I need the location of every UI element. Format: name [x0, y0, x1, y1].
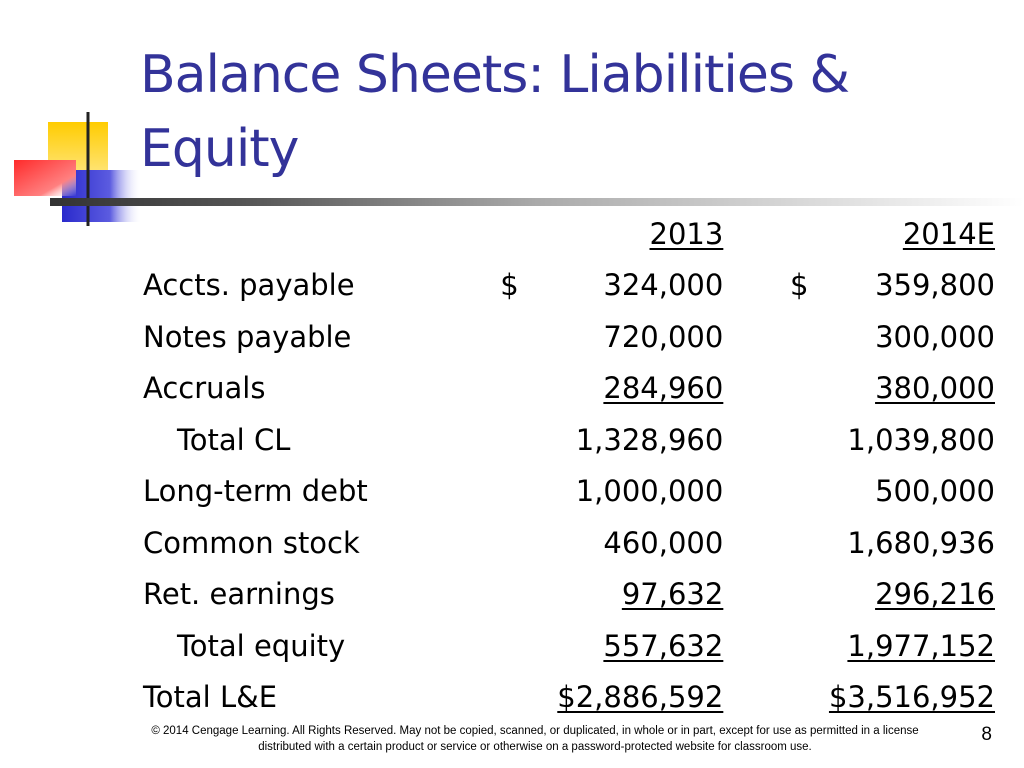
value-2014e: 1,977,152 — [847, 628, 995, 663]
table-row — [143, 672, 995, 724]
value-2014e: 296,216 — [875, 577, 995, 612]
row-label: Accts. payable — [143, 268, 355, 303]
value-2014e: 500,000 — [875, 474, 995, 509]
value-2013: 1,000,000 — [575, 474, 724, 509]
currency-symbol: $ — [789, 268, 809, 303]
value-2013: 720,000 — [603, 319, 724, 354]
row-label: Total equity — [177, 628, 346, 663]
column-header-2014e: 2014E — [902, 216, 995, 251]
table-row — [143, 517, 995, 569]
value-2014e: $3,516,952 — [828, 680, 995, 715]
value-2014e: 1,039,800 — [847, 422, 995, 457]
row-label: Ret. earnings — [143, 577, 335, 612]
value-2014e: 359,800 — [875, 268, 995, 303]
value-2013: 557,632 — [603, 628, 724, 663]
value-2013: $2,886,592 — [557, 680, 724, 715]
table-row — [143, 414, 995, 466]
page-number: 8 — [981, 724, 992, 745]
row-label: Total L&E — [143, 680, 278, 715]
value-2013: 460,000 — [603, 525, 724, 560]
table-row — [143, 620, 995, 672]
row-label: Common stock — [143, 525, 360, 560]
row-label: Notes payable — [143, 319, 352, 354]
table-row — [143, 363, 995, 415]
column-header-2013: 2013 — [649, 216, 724, 251]
header-row — [143, 208, 995, 260]
value-2013: 324,000 — [603, 268, 724, 303]
value-2013: 1,328,960 — [575, 422, 724, 457]
red-square — [14, 160, 76, 196]
value-2014e: 300,000 — [875, 319, 995, 354]
row-label: Accruals — [143, 371, 266, 406]
value-2013: 97,632 — [621, 577, 724, 612]
table-row — [143, 260, 995, 312]
balance-sheet-table — [143, 208, 995, 723]
row-label: Long-term debt — [143, 474, 368, 509]
table-row — [143, 569, 995, 621]
value-2013: 284,960 — [603, 371, 724, 406]
value-2014e: 380,000 — [875, 371, 995, 406]
row-label: Total CL — [177, 422, 291, 457]
copyright-footer: © 2014 Cengage Learning. All Rights Reserved. May not be copied, scanned, or duplicated, in whole or in part, except for use as permitted in a license distributed with a certain product or service or otherwise on a password-protected website for classroom use. — [151, 725, 919, 753]
slide-title: Balance Sheets: Liabilities & Equity — [140, 45, 850, 179]
title-underline-rule — [50, 198, 1024, 206]
currency-symbol: $ — [500, 268, 519, 303]
table-row — [143, 466, 995, 518]
table-row — [143, 311, 995, 363]
value-2014e: 1,680,936 — [847, 525, 995, 560]
